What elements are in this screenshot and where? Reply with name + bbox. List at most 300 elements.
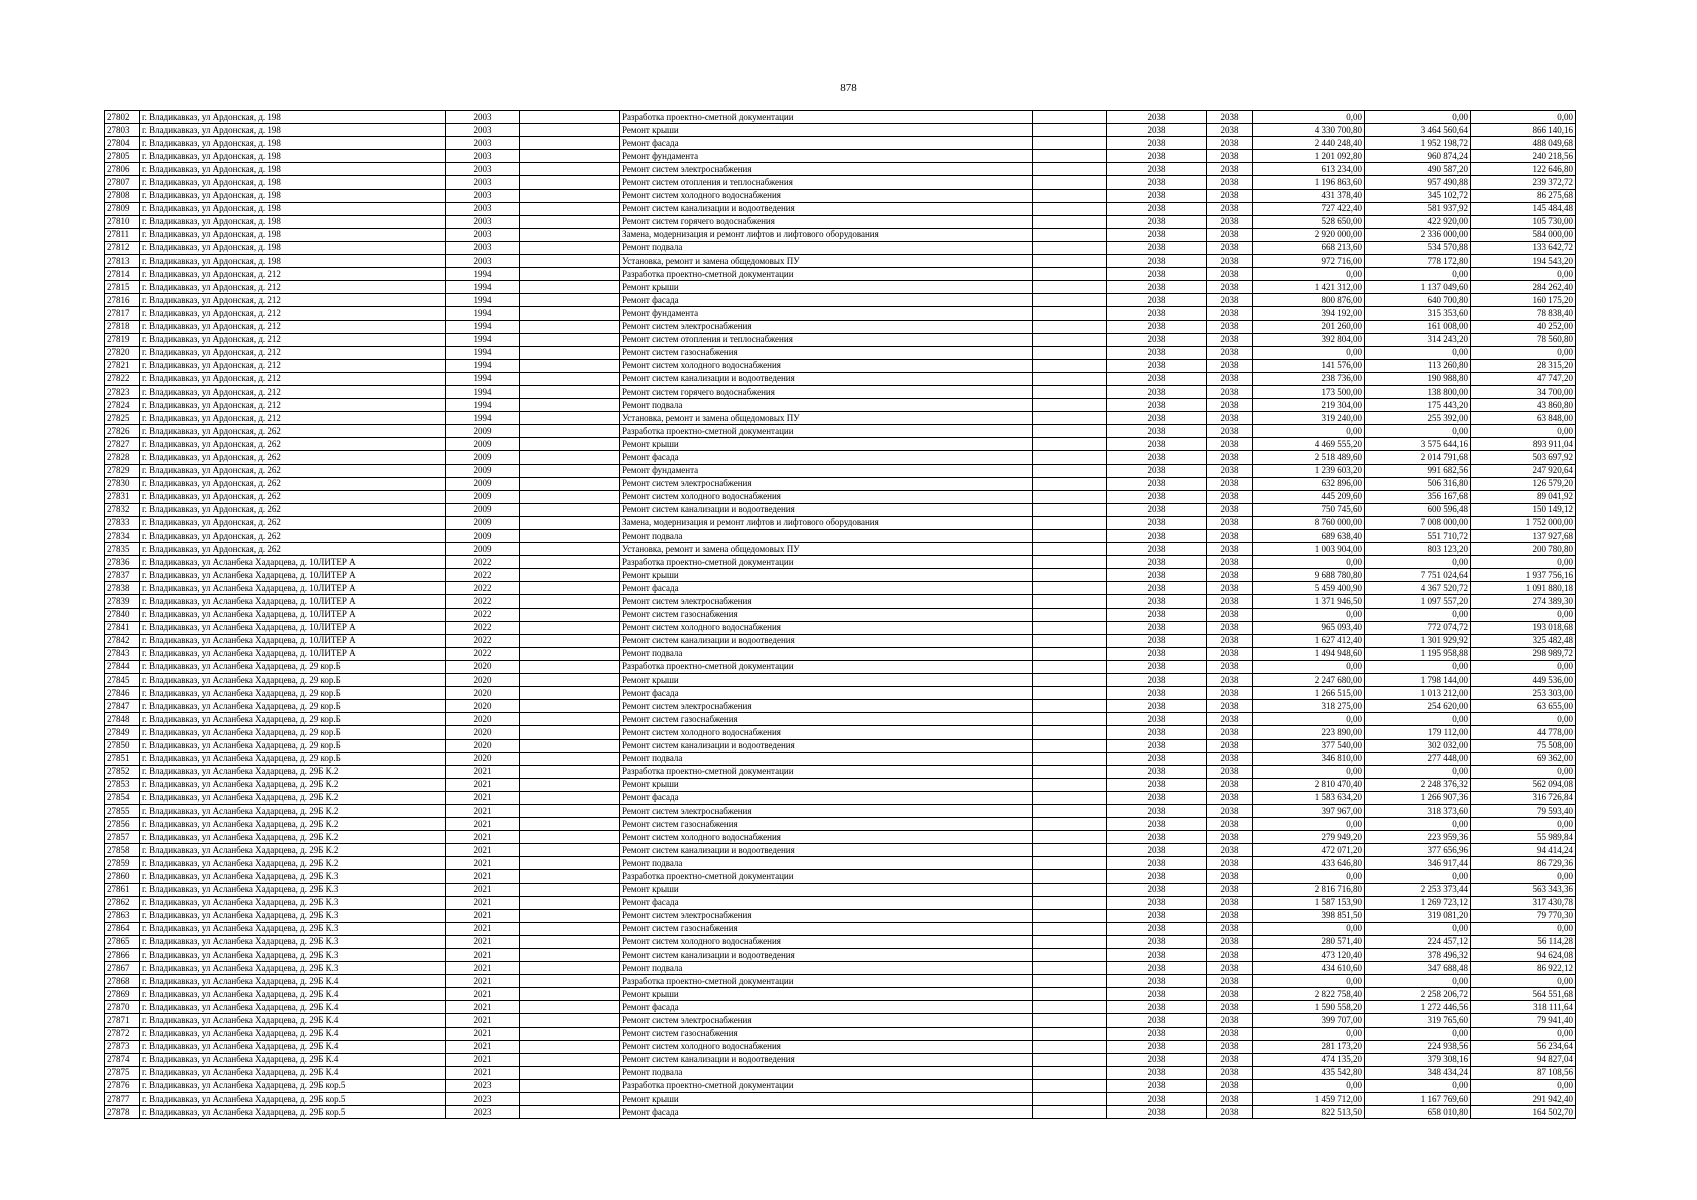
work-type-cell: Разработка проектно-сметной документации [620, 425, 1033, 438]
blank-cell [520, 372, 620, 385]
commission-year-cell: 2021 [446, 896, 520, 909]
address-cell: г. Владикавказ, ул Асланбека Хадарцева, д. 29Б К.4 [140, 1001, 446, 1014]
plan-year-end-cell: 2038 [1207, 1093, 1253, 1106]
blank-cell [520, 464, 620, 477]
owner-cost-cell: 56 114,28 [1471, 935, 1576, 948]
blank-cell [1033, 595, 1107, 608]
plan-year-start-cell: 2038 [1107, 975, 1207, 988]
table-row [105, 870, 1576, 883]
owner-cost-cell: 0,00 [1471, 922, 1576, 935]
owner-cost-cell: 0,00 [1471, 346, 1576, 359]
commission-year-cell: 2003 [446, 137, 520, 150]
commission-year-cell: 1994 [446, 399, 520, 412]
owner-cost-cell: 44 778,00 [1471, 726, 1576, 739]
plan-year-start-cell: 2038 [1107, 189, 1207, 202]
table-row [105, 425, 1576, 438]
plan-year-end-cell: 2038 [1207, 949, 1253, 962]
address-cell: г. Владикавказ, ул Асланбека Хадарцева, д. 29Б кор.5 [140, 1106, 446, 1119]
blank-cell [520, 1106, 620, 1119]
record-number-cell: 27856 [105, 818, 140, 831]
address-cell: г. Владикавказ, ул Ардонская, д. 212 [140, 359, 446, 372]
blank-cell [1033, 674, 1107, 687]
blank-cell [520, 962, 620, 975]
blank-cell [520, 281, 620, 294]
plan-year-start-cell: 2038 [1107, 962, 1207, 975]
work-type-cell: Ремонт фасада [620, 687, 1033, 700]
blank-cell [520, 268, 620, 281]
blank-cell [1033, 1106, 1107, 1119]
blank-cell [1033, 844, 1107, 857]
table-row [105, 595, 1576, 608]
address-cell: г. Владикавказ, ул Ардонская, д. 262 [140, 477, 446, 490]
plan-year-end-cell: 2038 [1207, 438, 1253, 451]
owner-cost-cell: 105 730,00 [1471, 215, 1576, 228]
plan-year-end-cell: 2038 [1207, 228, 1253, 241]
plan-year-end-cell: 2038 [1207, 412, 1253, 425]
owner-cost-cell: 0,00 [1471, 1027, 1576, 1040]
total-cost-cell: 1 587 153,90 [1253, 896, 1365, 909]
plan-year-end-cell: 2038 [1207, 1053, 1253, 1066]
commission-year-cell: 1994 [446, 412, 520, 425]
total-cost-cell: 2 247 680,00 [1253, 674, 1365, 687]
blank-cell [1033, 281, 1107, 294]
work-type-cell: Замена, модернизация и ремонт лифтов и лифтового оборудования [620, 228, 1033, 241]
plan-year-end-cell: 2038 [1207, 988, 1253, 1001]
work-type-cell: Установка, ремонт и замена общедомовых ПУ [620, 412, 1033, 425]
address-cell: г. Владикавказ, ул Ардонская, д. 212 [140, 385, 446, 398]
address-cell: г. Владикавказ, ул Ардонская, д. 198 [140, 241, 446, 254]
blank-cell [520, 870, 620, 883]
work-type-cell: Установка, ремонт и замена общедомовых ПУ [620, 255, 1033, 268]
total-cost-cell: 2 816 716,80 [1253, 883, 1365, 896]
fund-cost-cell: 3 575 644,16 [1365, 438, 1471, 451]
owner-cost-cell: 0,00 [1471, 556, 1576, 569]
blank-cell [1033, 490, 1107, 503]
work-type-cell: Ремонт подвала [620, 857, 1033, 870]
plan-year-start-cell: 2038 [1107, 844, 1207, 857]
address-cell: г. Владикавказ, ул Асланбека Хадарцева, д. 29 кор.Б [140, 660, 446, 673]
total-cost-cell: 668 213,60 [1253, 241, 1365, 254]
address-cell: г. Владикавказ, ул Ардонская, д. 198 [140, 176, 446, 189]
commission-year-cell: 2009 [446, 464, 520, 477]
total-cost-cell: 0,00 [1253, 818, 1365, 831]
blank-cell [520, 294, 620, 307]
plan-year-end-cell: 2038 [1207, 241, 1253, 254]
record-number-cell: 27803 [105, 124, 140, 137]
fund-cost-cell: 0,00 [1365, 922, 1471, 935]
record-number-cell: 27815 [105, 281, 140, 294]
plan-year-end-cell: 2038 [1207, 1040, 1253, 1053]
blank-cell [520, 399, 620, 412]
commission-year-cell: 1994 [446, 372, 520, 385]
blank-cell [520, 1053, 620, 1066]
plan-year-start-cell: 2038 [1107, 883, 1207, 896]
total-cost-cell: 431 378,40 [1253, 189, 1365, 202]
plan-year-start-cell: 2038 [1107, 385, 1207, 398]
plan-year-start-cell: 2038 [1107, 818, 1207, 831]
table-row [105, 1093, 1576, 1106]
fund-cost-cell: 2 336 000,00 [1365, 228, 1471, 241]
blank-cell [520, 634, 620, 647]
fund-cost-cell: 422 920,00 [1365, 215, 1471, 228]
plan-year-end-cell: 2038 [1207, 621, 1253, 634]
commission-year-cell: 2009 [446, 516, 520, 529]
plan-year-start-cell: 2038 [1107, 713, 1207, 726]
total-cost-cell: 445 209,60 [1253, 490, 1365, 503]
owner-cost-cell: 126 579,20 [1471, 477, 1576, 490]
plan-year-end-cell: 2038 [1207, 713, 1253, 726]
owner-cost-cell: 0,00 [1471, 975, 1576, 988]
blank-cell [1033, 988, 1107, 1001]
owner-cost-cell: 1 937 756,16 [1471, 569, 1576, 582]
table-row [105, 1066, 1576, 1079]
commission-year-cell: 2021 [446, 818, 520, 831]
work-type-cell: Ремонт систем газоснабжения [620, 922, 1033, 935]
blank-cell [520, 189, 620, 202]
plan-year-end-cell: 2038 [1207, 490, 1253, 503]
plan-year-end-cell: 2038 [1207, 124, 1253, 137]
fund-cost-cell: 7 751 024,64 [1365, 569, 1471, 582]
address-cell: г. Владикавказ, ул Ардонская, д. 262 [140, 451, 446, 464]
plan-year-end-cell: 2038 [1207, 320, 1253, 333]
fund-cost-cell: 1 266 907,36 [1365, 791, 1471, 804]
record-number-cell: 27860 [105, 870, 140, 883]
work-type-cell: Ремонт систем газоснабжения [620, 1027, 1033, 1040]
owner-cost-cell: 563 343,36 [1471, 883, 1576, 896]
owner-cost-cell: 40 252,00 [1471, 320, 1576, 333]
address-cell: г. Владикавказ, ул Ардонская, д. 198 [140, 124, 446, 137]
table-row [105, 831, 1576, 844]
address-cell: г. Владикавказ, ул Асланбека Хадарцева, д. 29Б К.4 [140, 988, 446, 1001]
work-type-cell: Ремонт фасада [620, 294, 1033, 307]
plan-year-start-cell: 2038 [1107, 1040, 1207, 1053]
blank-cell [520, 857, 620, 870]
address-cell: г. Владикавказ, ул Асланбека Хадарцева, д. 10ЛИТЕР А [140, 569, 446, 582]
fund-cost-cell: 0,00 [1365, 111, 1471, 124]
commission-year-cell: 2022 [446, 608, 520, 621]
record-number-cell: 27840 [105, 608, 140, 621]
blank-cell [1033, 765, 1107, 778]
blank-cell [1033, 962, 1107, 975]
owner-cost-cell: 866 140,16 [1471, 124, 1576, 137]
table-row [105, 503, 1576, 516]
table-row [105, 438, 1576, 451]
plan-year-end-cell: 2038 [1207, 111, 1253, 124]
blank-cell [520, 726, 620, 739]
plan-year-end-cell: 2038 [1207, 464, 1253, 477]
plan-year-end-cell: 2038 [1207, 975, 1253, 988]
fund-cost-cell: 0,00 [1365, 660, 1471, 673]
fund-cost-cell: 506 316,80 [1365, 477, 1471, 490]
address-cell: г. Владикавказ, ул Ардонская, д. 198 [140, 163, 446, 176]
work-type-cell: Ремонт систем электроснабжения [620, 595, 1033, 608]
blank-cell [1033, 333, 1107, 346]
fund-cost-cell: 534 570,88 [1365, 241, 1471, 254]
commission-year-cell: 1994 [446, 346, 520, 359]
address-cell: г. Владикавказ, ул Асланбека Хадарцева, д. 29Б К.2 [140, 818, 446, 831]
work-type-cell: Ремонт систем электроснабжения [620, 909, 1033, 922]
record-number-cell: 27814 [105, 268, 140, 281]
total-cost-cell: 632 896,00 [1253, 477, 1365, 490]
total-cost-cell: 223 890,00 [1253, 726, 1365, 739]
address-cell: г. Владикавказ, ул Асланбека Хадарцева, д. 29Б К.2 [140, 844, 446, 857]
fund-cost-cell: 7 008 000,00 [1365, 516, 1471, 529]
total-cost-cell: 474 135,20 [1253, 1053, 1365, 1066]
fund-cost-cell: 1 952 198,72 [1365, 137, 1471, 150]
address-cell: г. Владикавказ, ул Асланбека Хадарцева, д. 10ЛИТЕР А [140, 608, 446, 621]
commission-year-cell: 2021 [446, 844, 520, 857]
plan-year-start-cell: 2038 [1107, 425, 1207, 438]
plan-year-start-cell: 2038 [1107, 870, 1207, 883]
record-number-cell: 27820 [105, 346, 140, 359]
record-number-cell: 27806 [105, 163, 140, 176]
fund-cost-cell: 224 938,56 [1365, 1040, 1471, 1053]
owner-cost-cell: 137 927,68 [1471, 530, 1576, 543]
blank-cell [1033, 739, 1107, 752]
record-number-cell: 27871 [105, 1014, 140, 1027]
fund-cost-cell: 551 710,72 [1365, 530, 1471, 543]
plan-year-end-cell: 2038 [1207, 215, 1253, 228]
record-number-cell: 27866 [105, 949, 140, 962]
owner-cost-cell: 253 303,00 [1471, 687, 1576, 700]
commission-year-cell: 2003 [446, 241, 520, 254]
fund-cost-cell: 2 014 791,68 [1365, 451, 1471, 464]
blank-cell [520, 765, 620, 778]
fund-cost-cell: 640 700,80 [1365, 294, 1471, 307]
blank-cell [520, 975, 620, 988]
blank-cell [1033, 713, 1107, 726]
plan-year-end-cell: 2038 [1207, 595, 1253, 608]
work-type-cell: Ремонт систем электроснабжения [620, 1014, 1033, 1027]
fund-cost-cell: 0,00 [1365, 870, 1471, 883]
blank-cell [520, 595, 620, 608]
fund-cost-cell: 2 258 206,72 [1365, 988, 1471, 1001]
work-type-cell: Ремонт фасада [620, 896, 1033, 909]
blank-cell [520, 530, 620, 543]
address-cell: г. Владикавказ, ул Ардонская, д. 262 [140, 503, 446, 516]
work-type-cell: Ремонт систем электроснабжения [620, 477, 1033, 490]
owner-cost-cell: 79 593,40 [1471, 804, 1576, 817]
record-number-cell: 27824 [105, 399, 140, 412]
plan-year-end-cell: 2038 [1207, 739, 1253, 752]
address-cell: г. Владикавказ, ул Ардонская, д. 198 [140, 150, 446, 163]
work-type-cell: Ремонт подвала [620, 399, 1033, 412]
blank-cell [1033, 870, 1107, 883]
blank-cell [520, 1027, 620, 1040]
blank-cell [520, 935, 620, 948]
blank-cell [520, 228, 620, 241]
table-row [105, 1106, 1576, 1119]
work-type-cell: Разработка проектно-сметной документации [620, 1079, 1033, 1092]
fund-cost-cell: 315 353,60 [1365, 307, 1471, 320]
address-cell: г. Владикавказ, ул Асланбека Хадарцева, д. 29Б К.4 [140, 1040, 446, 1053]
plan-year-start-cell: 2038 [1107, 726, 1207, 739]
table-row [105, 569, 1576, 582]
fund-cost-cell: 1 798 144,00 [1365, 674, 1471, 687]
owner-cost-cell: 0,00 [1471, 818, 1576, 831]
work-type-cell: Ремонт фундамента [620, 150, 1033, 163]
blank-cell [520, 660, 620, 673]
blank-cell [520, 516, 620, 529]
blank-cell [1033, 464, 1107, 477]
plan-year-end-cell: 2038 [1207, 674, 1253, 687]
fund-cost-cell: 175 443,20 [1365, 399, 1471, 412]
page-number: 878 [840, 82, 857, 94]
plan-year-end-cell: 2038 [1207, 425, 1253, 438]
address-cell: г. Владикавказ, ул Асланбека Хадарцева, д. 29Б кор.5 [140, 1093, 446, 1106]
work-type-cell: Ремонт систем холодного водоснабжения [620, 831, 1033, 844]
commission-year-cell: 2021 [446, 857, 520, 870]
address-cell: г. Владикавказ, ул Ардонская, д. 262 [140, 438, 446, 451]
blank-cell [1033, 818, 1107, 831]
fund-cost-cell: 0,00 [1365, 818, 1471, 831]
table-row [105, 582, 1576, 595]
plan-year-start-cell: 2038 [1107, 202, 1207, 215]
owner-cost-cell: 78 838,40 [1471, 307, 1576, 320]
table-row [105, 883, 1576, 896]
blank-cell [520, 791, 620, 804]
table-row [105, 1053, 1576, 1066]
blank-cell [1033, 975, 1107, 988]
plan-year-start-cell: 2038 [1107, 333, 1207, 346]
owner-cost-cell: 122 646,80 [1471, 163, 1576, 176]
table-row [105, 726, 1576, 739]
blank-cell [1033, 137, 1107, 150]
work-type-cell: Ремонт систем электроснабжения [620, 320, 1033, 333]
table-row [105, 241, 1576, 254]
owner-cost-cell: 150 149,12 [1471, 503, 1576, 516]
plan-year-end-cell: 2038 [1207, 818, 1253, 831]
owner-cost-cell: 86 729,36 [1471, 857, 1576, 870]
work-type-cell: Ремонт систем электроснабжения [620, 163, 1033, 176]
fund-cost-cell: 314 243,20 [1365, 333, 1471, 346]
commission-year-cell: 2009 [446, 477, 520, 490]
work-type-cell: Ремонт крыши [620, 281, 1033, 294]
blank-cell [1033, 1053, 1107, 1066]
plan-year-start-cell: 2038 [1107, 477, 1207, 490]
blank-cell [1033, 124, 1107, 137]
total-cost-cell: 0,00 [1253, 556, 1365, 569]
work-type-cell: Ремонт крыши [620, 988, 1033, 1001]
address-cell: г. Владикавказ, ул Ардонская, д. 198 [140, 137, 446, 150]
total-cost-cell: 822 513,50 [1253, 1106, 1365, 1119]
address-cell: г. Владикавказ, ул Ардонская, д. 212 [140, 320, 446, 333]
fund-cost-cell: 778 172,80 [1365, 255, 1471, 268]
blank-cell [520, 687, 620, 700]
blank-cell [1033, 385, 1107, 398]
work-type-cell: Ремонт систем канализации и водоотведения [620, 844, 1033, 857]
table-row [105, 700, 1576, 713]
blank-cell [1033, 791, 1107, 804]
commission-year-cell: 2020 [446, 687, 520, 700]
commission-year-cell: 2020 [446, 726, 520, 739]
owner-cost-cell: 194 543,20 [1471, 255, 1576, 268]
plan-year-end-cell: 2038 [1207, 503, 1253, 516]
fund-cost-cell: 0,00 [1365, 346, 1471, 359]
commission-year-cell: 2023 [446, 1093, 520, 1106]
commission-year-cell: 2003 [446, 111, 520, 124]
owner-cost-cell: 94 827,04 [1471, 1053, 1576, 1066]
commission-year-cell: 2020 [446, 700, 520, 713]
work-type-cell: Ремонт крыши [620, 438, 1033, 451]
work-type-cell: Ремонт фасада [620, 1106, 1033, 1119]
commission-year-cell: 2009 [446, 425, 520, 438]
plan-year-end-cell: 2038 [1207, 346, 1253, 359]
record-number-cell: 27865 [105, 935, 140, 948]
plan-year-end-cell: 2038 [1207, 608, 1253, 621]
work-type-cell: Ремонт систем канализации и водоотведения [620, 202, 1033, 215]
table-row [105, 634, 1576, 647]
record-number-cell: 27812 [105, 241, 140, 254]
fund-cost-cell: 3 464 560,64 [1365, 124, 1471, 137]
plan-year-start-cell: 2038 [1107, 935, 1207, 948]
blank-cell [1033, 660, 1107, 673]
plan-year-start-cell: 2038 [1107, 765, 1207, 778]
blank-cell [1033, 189, 1107, 202]
record-number-cell: 27876 [105, 1079, 140, 1092]
blank-cell [1033, 647, 1107, 660]
address-cell: г. Владикавказ, ул Асланбека Хадарцева, д. 29 кор.Б [140, 739, 446, 752]
blank-cell [520, 909, 620, 922]
total-cost-cell: 472 071,20 [1253, 844, 1365, 857]
record-number-cell: 27837 [105, 569, 140, 582]
fund-cost-cell: 179 112,00 [1365, 726, 1471, 739]
plan-year-start-cell: 2038 [1107, 438, 1207, 451]
fund-cost-cell: 348 434,24 [1365, 1066, 1471, 1079]
owner-cost-cell: 284 262,40 [1471, 281, 1576, 294]
address-cell: г. Владикавказ, ул Ардонская, д. 212 [140, 307, 446, 320]
address-cell: г. Владикавказ, ул Асланбека Хадарцева, д. 29Б К.2 [140, 831, 446, 844]
blank-cell [1033, 241, 1107, 254]
plan-year-end-cell: 2038 [1207, 765, 1253, 778]
work-type-cell: Ремонт систем канализации и водоотведения [620, 372, 1033, 385]
blank-cell [1033, 268, 1107, 281]
commission-year-cell: 2021 [446, 791, 520, 804]
owner-cost-cell: 0,00 [1471, 1079, 1576, 1092]
plan-year-start-cell: 2038 [1107, 150, 1207, 163]
plan-year-start-cell: 2038 [1107, 294, 1207, 307]
blank-cell [520, 1066, 620, 1079]
plan-year-start-cell: 2038 [1107, 215, 1207, 228]
work-type-cell: Ремонт систем канализации и водоотведения [620, 1053, 1033, 1066]
address-cell: г. Владикавказ, ул Ардонская, д. 212 [140, 333, 446, 346]
commission-year-cell: 2021 [446, 883, 520, 896]
blank-cell [1033, 857, 1107, 870]
total-cost-cell: 2 440 248,40 [1253, 137, 1365, 150]
table-row [105, 1014, 1576, 1027]
fund-cost-cell: 0,00 [1365, 556, 1471, 569]
owner-cost-cell: 145 484,48 [1471, 202, 1576, 215]
blank-cell [520, 543, 620, 556]
blank-cell [1033, 320, 1107, 333]
record-number-cell: 27842 [105, 634, 140, 647]
commission-year-cell: 2021 [446, 1053, 520, 1066]
plan-year-start-cell: 2038 [1107, 634, 1207, 647]
fund-cost-cell: 1 301 929,92 [1365, 634, 1471, 647]
work-type-cell: Ремонт систем электроснабжения [620, 804, 1033, 817]
address-cell: г. Владикавказ, ул Асланбека Хадарцева, д. 29Б К.3 [140, 909, 446, 922]
table-row [105, 268, 1576, 281]
owner-cost-cell: 562 094,08 [1471, 778, 1576, 791]
plan-year-start-cell: 2038 [1107, 464, 1207, 477]
fund-cost-cell: 0,00 [1365, 425, 1471, 438]
total-cost-cell: 398 851,50 [1253, 909, 1365, 922]
record-number-cell: 27809 [105, 202, 140, 215]
work-type-cell: Ремонт подвала [620, 752, 1033, 765]
owner-cost-cell: 94 414,24 [1471, 844, 1576, 857]
plan-year-end-cell: 2038 [1207, 569, 1253, 582]
blank-cell [520, 700, 620, 713]
